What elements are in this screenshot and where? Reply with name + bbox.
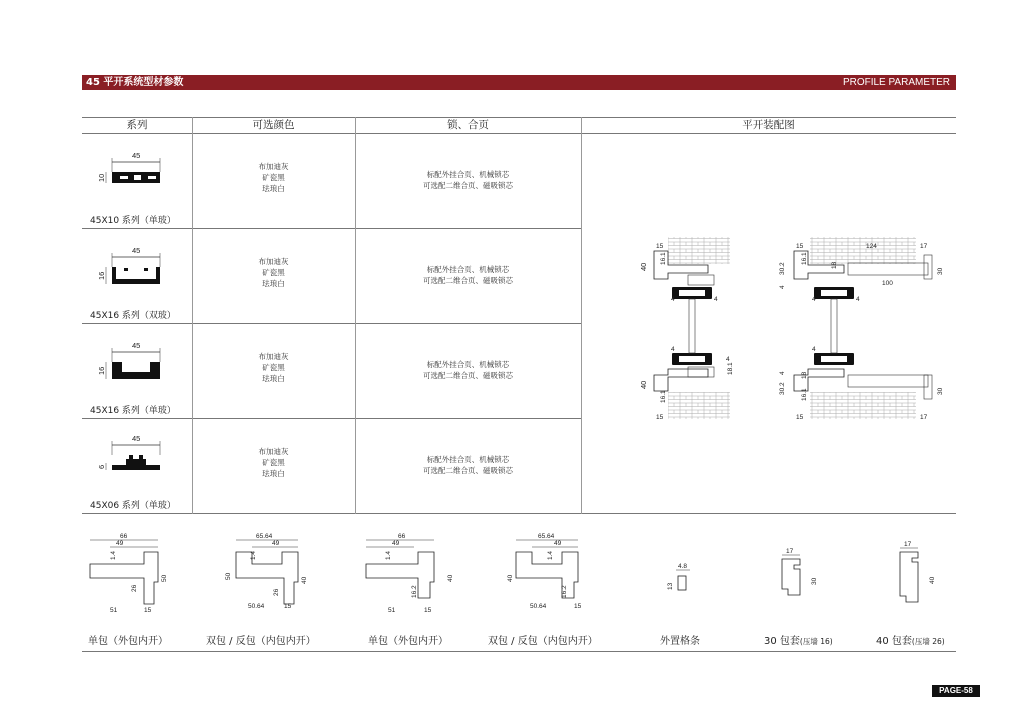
assembly-right-section bbox=[779, 237, 944, 421]
dim-label: 50.64 bbox=[248, 603, 265, 610]
series-name: 45X10 系列（单玻） bbox=[90, 216, 176, 226]
lock-optional: 可选配二维合页、磁吸锁芯 bbox=[423, 181, 513, 190]
profile-single-cover-inner bbox=[358, 530, 458, 620]
dim-label: 15 bbox=[424, 607, 432, 614]
caption-cover-30-label: 30 包套 bbox=[764, 636, 800, 647]
dim-label: 16.1 bbox=[660, 390, 667, 403]
dim-label: 40 bbox=[639, 262, 648, 271]
dim-label: 15 bbox=[796, 243, 804, 250]
caption-cover-40-label: 40 包套 bbox=[876, 636, 912, 647]
profile-section-45x16-double bbox=[94, 247, 174, 287]
series-name: 45X16 系列（单玻） bbox=[90, 406, 176, 416]
column-divider bbox=[581, 117, 582, 514]
dim-label: 15 bbox=[284, 603, 292, 610]
dim-label: 15 bbox=[656, 414, 664, 421]
dim-label: 26 bbox=[131, 584, 138, 592]
dim-label: 49 bbox=[116, 540, 124, 547]
lock-optional: 可选配二维合页、磁吸锁芯 bbox=[423, 371, 513, 380]
color-option: 珐琅白 bbox=[262, 279, 285, 288]
dim-label: 16.1 bbox=[660, 252, 667, 265]
dim-label: 40 bbox=[447, 574, 454, 582]
section-title-bar bbox=[82, 75, 956, 90]
dim-label: 18.1 bbox=[727, 362, 734, 375]
dim-label: 26 bbox=[273, 588, 280, 596]
dim-label: 4 bbox=[779, 371, 786, 375]
caption-external-grid-bar: 外置格条 bbox=[660, 636, 700, 647]
table-header-rule bbox=[82, 133, 956, 134]
lock-optional: 可选配二维合页、磁吸锁芯 bbox=[423, 466, 513, 475]
caption-cover-40 bbox=[876, 632, 945, 647]
color-option: 布加迪灰 bbox=[258, 162, 289, 171]
bottom-rule bbox=[82, 651, 956, 652]
caption-single-cover-outer: 单包（外包内开） bbox=[88, 636, 168, 647]
lock-standard: 标配外挂合页、机械锁芯 bbox=[426, 455, 510, 464]
dim-label: 50 bbox=[225, 572, 232, 580]
color-option: 布加迪灰 bbox=[258, 447, 289, 456]
row-divider bbox=[82, 228, 581, 229]
dim-label: 66 bbox=[120, 533, 128, 540]
dim-label: 30 bbox=[937, 387, 944, 395]
color-options bbox=[192, 351, 355, 384]
color-option: 珐琅白 bbox=[262, 374, 285, 383]
lock-standard: 标配外挂合页、机械锁芯 bbox=[426, 170, 510, 179]
profile-section-45x10 bbox=[94, 152, 174, 192]
dim-label: 17 bbox=[786, 548, 794, 555]
profile-section-45x06 bbox=[94, 435, 174, 475]
dim-label: 51 bbox=[388, 607, 396, 614]
dim-height: 16 bbox=[97, 366, 106, 375]
column-header-assembly: 平开装配图 bbox=[742, 119, 795, 131]
dim-label: 15 bbox=[656, 243, 664, 250]
dim-label: 4 bbox=[726, 356, 730, 363]
color-options bbox=[192, 161, 355, 194]
dim-label: 65.64 bbox=[256, 533, 273, 540]
dim-label: 4 bbox=[856, 296, 860, 303]
dim-label: 40 bbox=[639, 380, 648, 389]
profile-double-cover bbox=[218, 530, 318, 620]
profile-cover-30 bbox=[772, 545, 822, 605]
caption-cover-30-note: (压墙 16) bbox=[799, 637, 833, 646]
dim-label: 4 bbox=[671, 346, 675, 353]
dim-label: 51 bbox=[110, 607, 118, 614]
row-divider bbox=[82, 323, 581, 324]
dim-label: 30 bbox=[937, 267, 944, 275]
caption-cover-40-note: (压墙 26) bbox=[911, 637, 945, 646]
series-name: 45X16 系列（双玻） bbox=[90, 311, 176, 321]
color-option: 矿瓷黑 bbox=[262, 458, 285, 467]
column-header-colors: 可选颜色 bbox=[252, 119, 295, 131]
dim-label: 18 bbox=[801, 371, 808, 379]
color-options bbox=[192, 256, 355, 289]
caption-single-cover-inner: 单包（外包内开） bbox=[368, 636, 448, 647]
dim-label: 4 bbox=[779, 285, 786, 289]
dim-label: 4 bbox=[671, 296, 675, 303]
dim-label: 13 bbox=[667, 582, 674, 590]
dim-label: 1.4 bbox=[547, 550, 554, 560]
dim-label: 100 bbox=[882, 280, 893, 287]
dim-label: 1.4 bbox=[110, 550, 117, 560]
dim-label: 40 bbox=[929, 576, 936, 584]
profile-single-cover-outer bbox=[82, 530, 182, 620]
dim-height: 16 bbox=[97, 271, 106, 280]
row-divider bbox=[82, 418, 581, 419]
dim-label: 4 bbox=[714, 296, 718, 303]
dim-label: 17 bbox=[904, 541, 912, 548]
caption-double-cover: 双包 / 反包（内包内开） bbox=[206, 636, 316, 647]
lock-standard: 标配外挂合页、机械锁芯 bbox=[426, 360, 510, 369]
dim-label: 40 bbox=[507, 574, 514, 582]
dim-label: 16.2 bbox=[561, 585, 568, 598]
color-option: 珐琅白 bbox=[262, 184, 285, 193]
dim-label: 30 bbox=[811, 577, 818, 585]
caption-cover-30 bbox=[764, 632, 833, 647]
dim-width: 45 bbox=[132, 246, 141, 255]
color-option: 矿瓷黑 bbox=[262, 363, 285, 372]
dim-width: 45 bbox=[132, 341, 141, 350]
dim-label: 49 bbox=[392, 540, 400, 547]
dim-label: 40 bbox=[301, 576, 308, 584]
dim-label: 49 bbox=[554, 540, 562, 547]
dim-height: 10 bbox=[97, 173, 106, 182]
dim-height: 6 bbox=[97, 464, 106, 469]
dim-label: 30.2 bbox=[779, 382, 786, 395]
column-header-series: 系列 bbox=[126, 119, 148, 131]
assembly-left-section bbox=[639, 237, 734, 421]
dim-label: 15 bbox=[144, 607, 152, 614]
dim-label: 16.2 bbox=[411, 585, 418, 598]
column-header-lock: 锁、合页 bbox=[447, 119, 489, 131]
dim-label: 124 bbox=[866, 243, 877, 250]
dim-label: 1.4 bbox=[385, 550, 392, 560]
dim-label: 4 bbox=[812, 296, 816, 303]
profile-table bbox=[82, 117, 956, 514]
caption-double-cover-inner: 双包 / 反包（内包内开） bbox=[488, 636, 598, 647]
dim-label: 49 bbox=[272, 540, 280, 547]
dim-label: 66 bbox=[398, 533, 406, 540]
lock-hinge-spec bbox=[355, 454, 581, 476]
dim-label: 50.64 bbox=[530, 603, 547, 610]
dim-label: 16.1 bbox=[801, 252, 808, 265]
dim-label: 17 bbox=[920, 414, 928, 421]
series-name: 45X06 系列（单玻） bbox=[90, 501, 176, 511]
dim-label: 17 bbox=[920, 243, 928, 250]
dim-label: 30.2 bbox=[779, 262, 786, 275]
lock-optional: 可选配二维合页、磁吸锁芯 bbox=[423, 276, 513, 285]
dim-label: 1.4 bbox=[250, 550, 257, 560]
dim-label: 50 bbox=[161, 574, 168, 582]
dim-label: 16.1 bbox=[801, 388, 808, 401]
color-option: 矿瓷黑 bbox=[262, 173, 285, 182]
color-options bbox=[192, 446, 355, 479]
color-option: 珐琅白 bbox=[262, 469, 285, 478]
lock-hinge-spec bbox=[355, 264, 581, 286]
color-option: 布加迪灰 bbox=[258, 257, 289, 266]
dim-label: 65.64 bbox=[538, 533, 555, 540]
profile-cover-40 bbox=[890, 538, 940, 608]
casement-assembly-drawing bbox=[632, 235, 944, 425]
table-bottom-rule bbox=[82, 513, 956, 514]
dim-width: 45 bbox=[132, 151, 141, 160]
color-option: 矿瓷黑 bbox=[262, 268, 285, 277]
lock-hinge-spec bbox=[355, 359, 581, 381]
profile-section-45x16-single bbox=[94, 342, 174, 382]
color-option: 布加迪灰 bbox=[258, 352, 289, 361]
profile-external-grid-bar bbox=[660, 560, 700, 600]
dim-label: 4 bbox=[812, 346, 816, 353]
section-title: 45 平开系统型材参数 bbox=[86, 77, 184, 88]
lock-standard: 标配外挂合页、机械锁芯 bbox=[426, 265, 510, 274]
dim-label: 18 bbox=[831, 261, 838, 269]
dim-label: 15 bbox=[574, 603, 582, 610]
dim-width: 45 bbox=[132, 434, 141, 443]
profile-double-cover-inner bbox=[506, 530, 606, 620]
page-number-badge: PAGE-58 bbox=[932, 685, 980, 697]
section-subtitle: PROFILE PARAMETER bbox=[842, 77, 950, 88]
lock-hinge-spec bbox=[355, 169, 581, 191]
dim-label: 15 bbox=[796, 414, 804, 421]
dim-label: 4.8 bbox=[678, 563, 688, 570]
